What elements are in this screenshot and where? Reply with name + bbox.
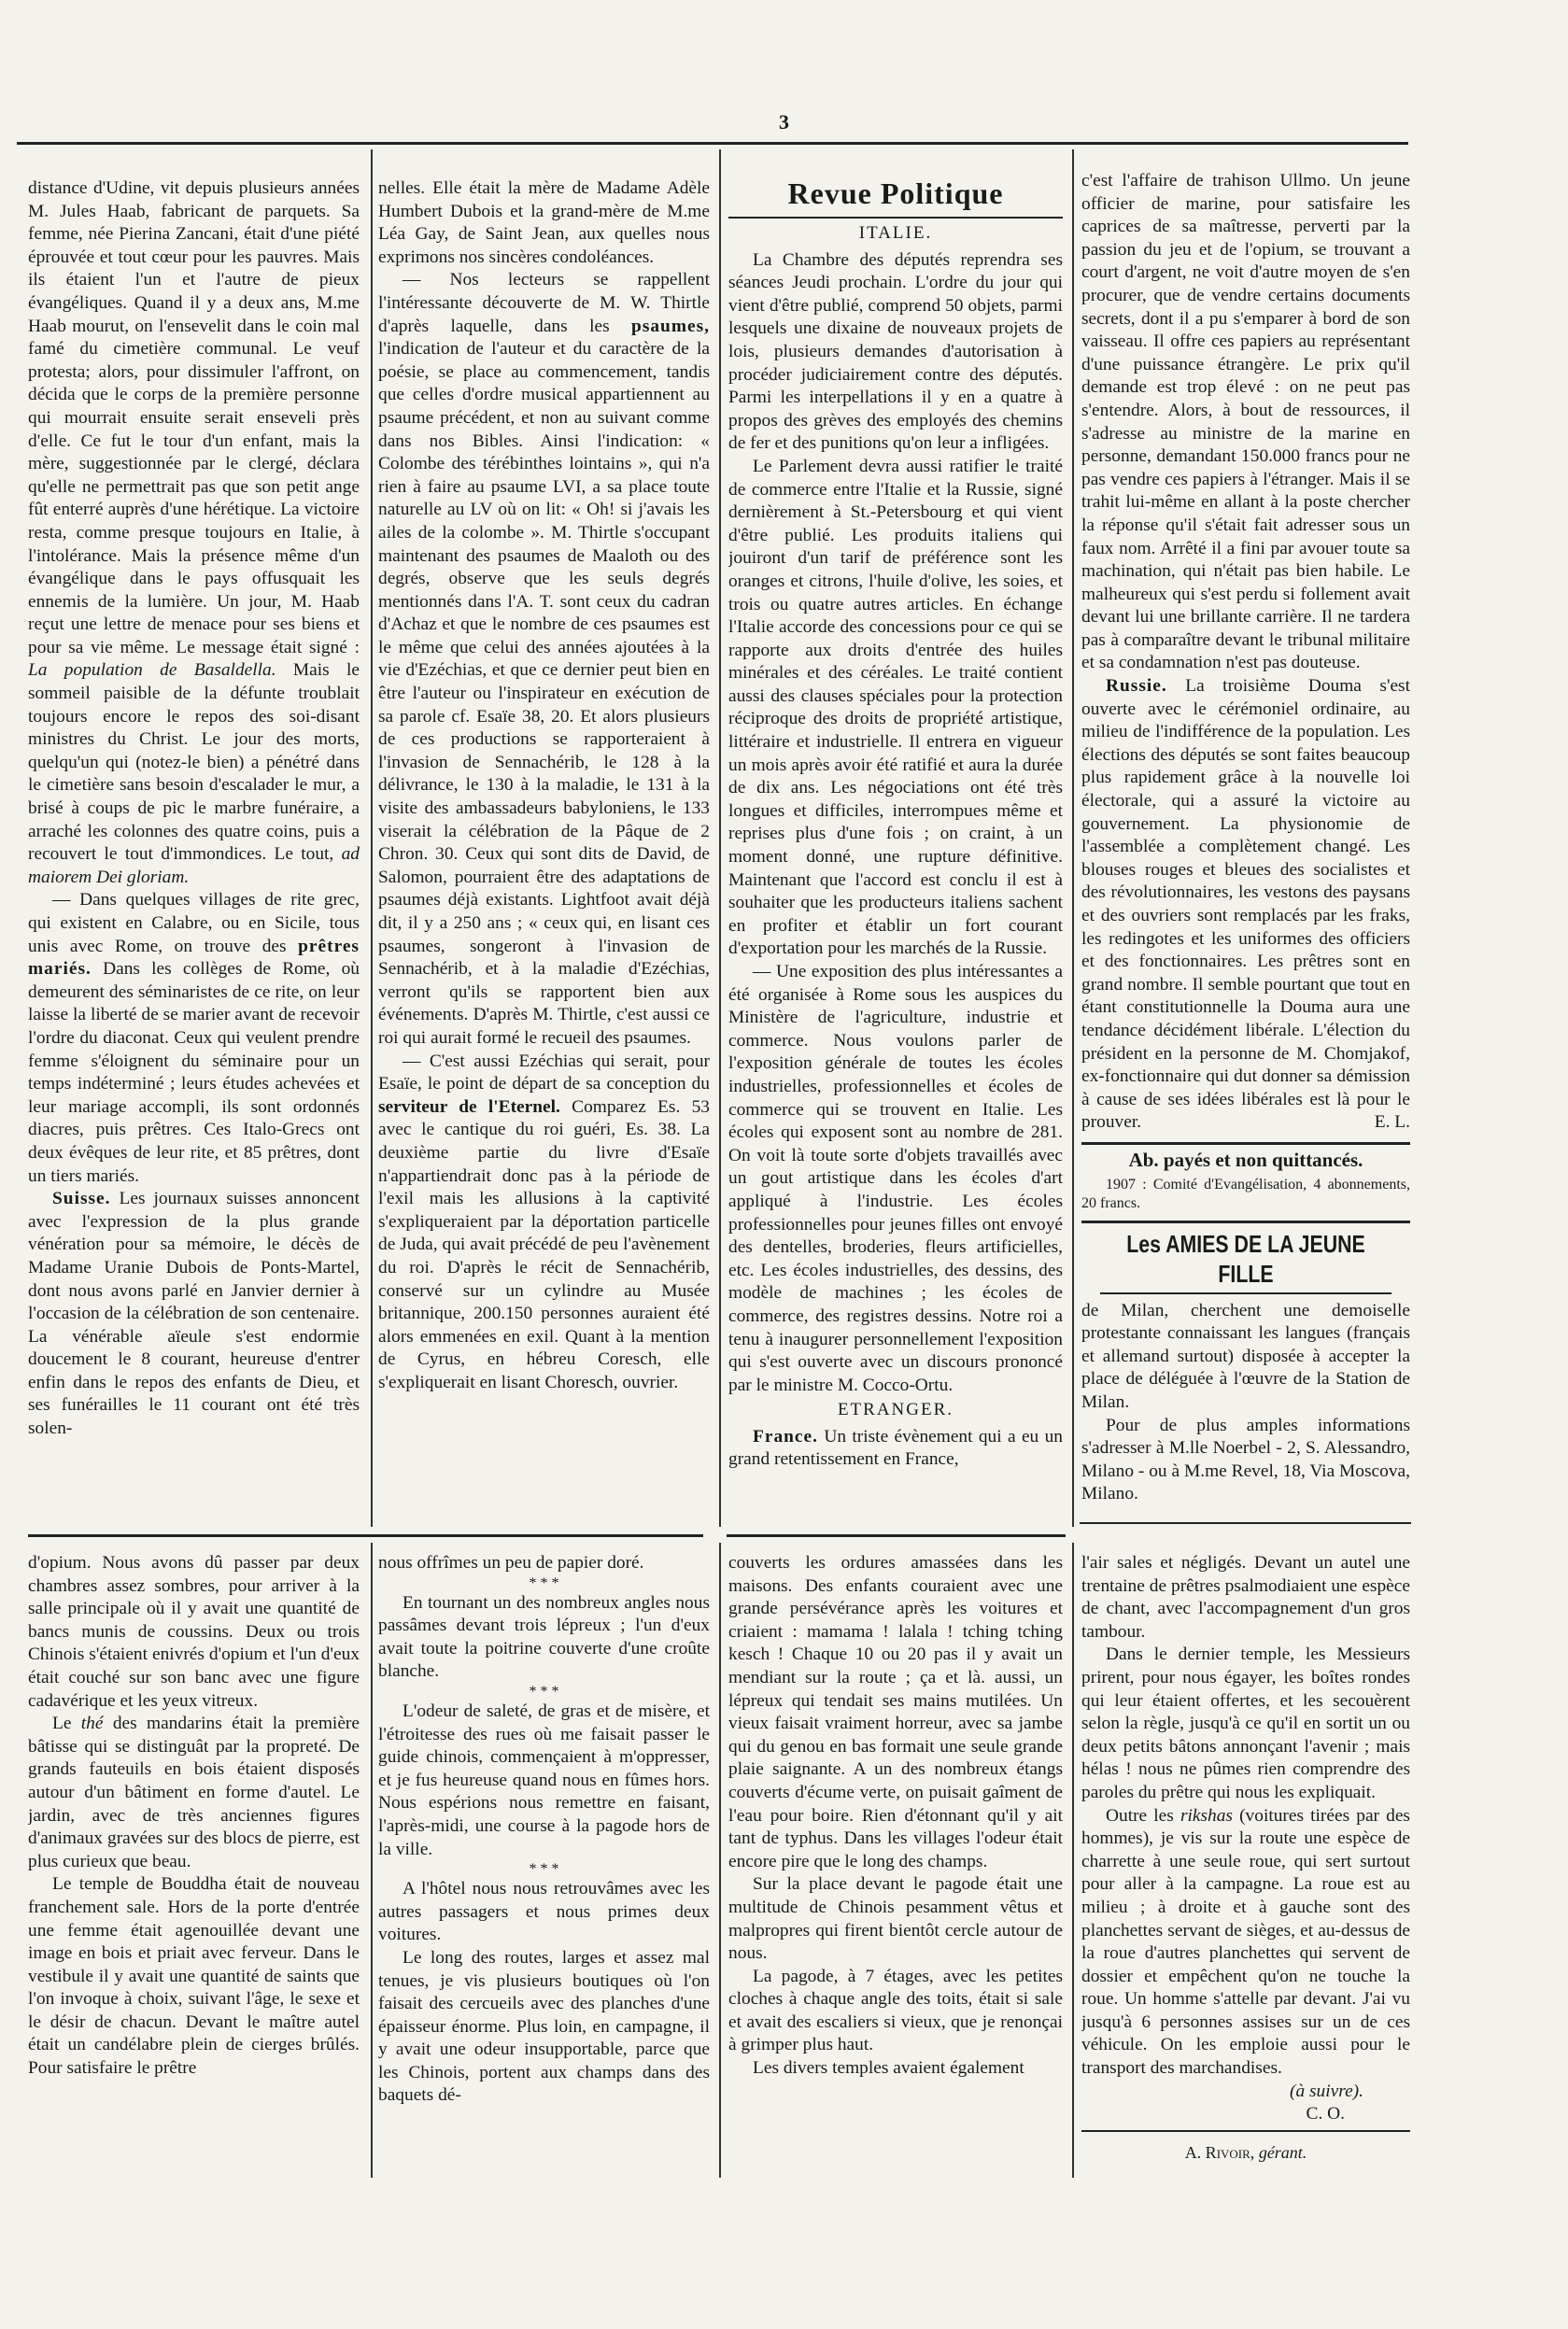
column-upper-3 <box>728 168 1063 1531</box>
paragraph: — Dans quelques villages de rite grec, qui existent en Calabre, ou en Sicile, tous unis avec Rome, on trouve des <box>28 890 360 956</box>
paragraph: La pagode, à 7 étages, avec les petites cloches à chaque angle des toits, était si sale et avait des escaliers si vieux, que je renonçai à grimper plus haut. <box>728 1966 1063 2055</box>
column-rule <box>371 149 373 1527</box>
column-rule <box>719 149 721 1527</box>
column-rule <box>1072 149 1074 1527</box>
header-rule <box>17 142 1408 145</box>
paragraph: A l'hôtel nous nous retrouvâmes avec les autres passagers et nous primes deux voitures. <box>378 1879 710 1945</box>
paragraph: Dans le dernier temple, les Messieurs prirent, pour nous égayer, les boîtes rondes qui leur étaient offertes, et les secouèrent selon la règle, jusqu'à ce qu'il en sortit un ou deux petits bâtons annonçant l'avenir ; mais hélas ! nous ne pûmes rien comprendre des paroles du prêtre qui nous les expliquait. <box>1081 1644 1410 1802</box>
paragraph: Sur la place devant le pagode était une multitude de Chinois pesamment vêtus et malpropres qui firent bientôt cercle autour de nous. <box>728 1874 1063 1964</box>
paragraph: couverts les ordures amassées dans les maisons. Des enfants couraient avec une grande persévérance après les voitures et criaient : mamama ! lalala ! tching tching kesch ! Chaque 10 ou 20 pas il y avait un mendiant sur la route ; ça et là. aussi, un lépreux qui tendait ses mains mutilées. Un vieux faisait vraiment horreur, avec sa jambe qui du genou en bas formait une seule grande plaie saignante. A un des nombreux étangs couverts d'écume verte, on puisait gaîment de l'eau pour boire. Rien d'étonnant qu'il y ait tant de typhus. Dans les villages l'odeur était encore pire que le long des champs. <box>728 1553 1063 1871</box>
paragraph: c'est l'affaire de trahison Ullmo. Un jeune officier de marine, pour satisfaire les caprices de sa maîtresse, perverti par la passion du jeu et de l'opium, se trouvant a court d'argent, ne voit d'autre moyen de s'en procurer, que de vendre certains documents secrets, dont il a pu s'emparer à bord de son vaisseau. Il offre ces papiers au représentant d'une puissance étrangère. Le prix qu'il demande est trop élevé : on ne peut pas s'entendre. Alors, à bout de ressources, il s'adresse au ministre de la marine en personne, demandant 150.000 francs pour ne pas vendre ces papiers à l'étranger. Mais il se trahit lui-même en allant à la poste chercher la réponse qu'il s'était fait adresser sous un faux nom. Arrêté il a fini par avouer toute sa machination, qui n'était pas bien habile. Le malheureux qui s'est perdu si follement avait devant lui une brillante carrière. Il ne tardera pas à comparaître devant le tribunal militaire et sa condamnation n'est pas douteuse. <box>1081 171 1410 673</box>
column-lower-1 <box>28 1552 360 2187</box>
box-text: 1907 : Comité d'Evangélisation, 4 abonnements, 20 francs. <box>1081 1176 1410 1211</box>
emphasis: serviteur de l'Eternel. <box>378 1096 560 1117</box>
notice-text: Pour de plus amples informations s'adresser à M.lle Noerbel - 2, S. Alessandro, Milano - ou à M.me Revel, 18, Via Moscova, Milano. <box>1081 1415 1410 1504</box>
paragraph: Les journaux suisses annoncent avec l'expression de la plus grande vénération pour sa mémoire, le décès de Madame Uranie Dubois de Ponts-Martel, dont nous avons parlé en Janvier dernier à l'occasion de la célébration de son centenaire. La vénérable aïeule s'est endormie doucement le 8 courant, heureuse d'entrer enfin dans le repos des enfants de Dieu, et ses funérailles le 11 courant ont été très solen- <box>28 1189 360 1439</box>
manager-title: gérant. <box>1258 2142 1307 2162</box>
paragraph: L'odeur de saleté, de gras et de misère, et l'étroitesse des rues où me faisait passer le guide chinois, commençaient à m'oppresser, et je fus heureuse quand nous en fûmes hors. Nous espérions nous remettre en faisant, l'après-midi, une course à la pagode hors de la ville. <box>378 1701 710 1859</box>
band-rule <box>28 1534 703 1537</box>
paragraph: nous offrîmes un peu de papier doré. <box>378 1553 644 1573</box>
paragraph: Outre les <box>1106 1805 1174 1826</box>
emphasis: prêtres mariés. <box>28 936 360 980</box>
title-rule <box>728 217 1063 219</box>
footer-rule <box>1081 2130 1410 2132</box>
notice-rule <box>1100 1292 1391 1294</box>
latin-phrase: ad maiorem Dei gloriam. <box>28 844 360 887</box>
paragraph: Les divers temples avaient également <box>753 2058 1024 2079</box>
paragraph: des mandarins était la première bâtisse qui se distinguât par la propreté. De grands fauteuils en bois étaient disposés autour d'un bâtiment en forme d'autel. Le jardin, avec de très anciennes figures d'animaux gravées sur des blocs de pierre, est plus curieux que beau. <box>28 1714 360 1871</box>
notice-text: de Milan, cherchent une demoiselle protestante connaissant les langues (français et allemand surtout) disposée à accepter la place de déléguée à l'œuvre de la Station de Milan. <box>1081 1300 1410 1412</box>
paragraph: l'air sales et négligés. Devant un autel une trentaine de prêtres psalmodiaient une espèce de chant, avec l'accompagnement d'un gros tambour. <box>1081 1553 1410 1642</box>
page-number: 3 <box>779 110 789 134</box>
paragraph: Le long des routes, larges et assez mal tenues, je vis plusieurs boutiques où l'on faisait des cercueils avec des planches d'une épaisseur énorme. Plus loin, en campagne, il y avait une odeur insupportable, parce que les Chinois, portent aux champs dans des baquets dé- <box>378 1947 710 2106</box>
paragraph: nelles. Elle était la mère de Madame Adèle Humbert Dubois et la grand-mère de M.me Léa Gay, de Saint Jean, aux quelles nous exprimons nos sincères condoléances. <box>378 178 710 267</box>
signature-text: La population de Basaldella. <box>28 660 276 681</box>
column-upper-1 <box>28 177 360 1531</box>
paragraph: Le temple de Bouddha était de nouveau franchement sale. Hors de la porte d'entrée une femme était agenouillée devant une image en bois et priait avec ferveur. Dans le vestibule il y avait une quantité de saints que l'on invoque à choix, suivant l'âge, le sexe et le désir de chacun. Devant le maître autel était un candélabre plein de cierges brûlés. Pour satisfaire le prêtre <box>28 1874 360 2079</box>
column-upper-2 <box>378 177 710 1531</box>
paragraph: l'indication de l'auteur et du caractère de la poésie, se place au commencement, tandis que celles d'ordre musical appartiennent au psaume précédent, et non au suivant comme dans nos Bibles. Ainsi l'indication: « Colombe des térébinthes lointains », qui n'a rien à faire au psaume LVI, a sa place toute naturelle au LV où on lit: « Oh! si j'avais les ailes de la colombe ». M. Thirtle s'occupant maintenant des psaumes de Maaloth ou des degrés, observe que les seuls degrés mentionnés dans l'A. T. sont ceux du cadran d'Achaz et que le nombre de ces psaumes est le même que celui des années ajoutées à la vie d'Ezéchias, et que ce dernier peut bien en être l'auteur ou l'inspirateur en exécution de sa parole cf. Esaïe 38, 20. Et alors plusieurs de ces productions se rapporteraient à l'invasion de Sennachérib, le 128 à la délivrance, le 130 à la maladie, le 131 à la visite des ambassadeurs babyloniens, le 133 viserait la célébration de la Pâque de 2 Chron. 30. Ceux qui sont dits de David, de Salomon, pourraient être des adaptations de psaumes déjà existants. Lightfoot avait déjà dit, il y a 250 ans ; « ceux qui, en lisant ces psaumes, songeront à l'invasion de Sennachérib, et à la maladie d'Ezéchias, verront qu'ils se rapportent bien aux événements. D'après M. Thirtle, c'est aussi ce roi qui aurait formé le recueil des psaumes. <box>378 339 710 1048</box>
column-upper-4 <box>1081 170 1410 1515</box>
emphasis: psaumes, <box>631 316 710 336</box>
asterism: * * * <box>529 1683 559 1700</box>
paragraph: Le Parlement devra aussi ratifier le traité de commerce entre l'Italie et la Russie, signé dernièrement à St.-Petersbourg et qui vient d'être publié. Les produits italiens qui jouiront d'un tarif de préférence sont les oranges et citrons, l'huile d'olive, les soies, et trois ou quatre autres articles. En échange l'Italie accorde des concessions pour ce qui se rapporte aux droits d'entrée des huiles minérales et des céréales. Le traité contient aussi des clauses spéciales pour la protection réciproque des droits de propriété artistique, littéraire et industrielle. Il entrera en vigueur un mois après avoir été ratifié et aura la durée de dix ans. Les négociations ont été très longues et difficiles, interrompues même et reprises plus d'une fois ; on craint, à un moment donné, une rupture définitive. Maintenant que l'accord est conclu il est à souhaiter que les producteurs italiens sachent en profiter et établir un fort courant d'exportation pour les marchés de la Russie. <box>728 456 1063 959</box>
paragraph: Mais le sommeil paisible de la défunte troublait toujours encore le repos des soi-disant ministres du Christ. Le jour des morts, quelqu'un qui (notez-le bien) a pénétré dans le cimetière sans besoin d'escalader le mur, a brisé à coups de pic le marbre funéraire, a arraché les colonnes des quatre coins, puis a recouvert le tout d'immondices. Le tout, <box>28 660 360 865</box>
box-title: Ab. payés et non quittancés. <box>1128 1148 1363 1171</box>
paragraph: Dans les collèges de Rome, où demeurent des séminaristes de ce rite, on leur laisse la liberté de se marier avant de recevoir l'ordre du diaconat. Ceux qui veulent prendre femme s'éloignent du séminaire pour un temps indéterminé ; leurs études achevées et leur mariage accompli, ils sont ordonnés diacres, puis prêtres. Ces Italo-Grecs ont deux évêques de leur rite, et 85 prêtres, dont un tiers mariés. <box>28 959 360 1186</box>
paragraph: Comparez Es. 53 avec le cantique du roi guéri, Es. 38. La deuxième partie du livre d'Esaïe n'appartiendrait donc pas à la période de l'exil mais les allusions à la captivité s'expliqueraient par la déportation particelle de Juda, qui avait précédé de peu l'avènement du roi. D'après le récit de Sennachérib, conservé sur un cylindre au Musée britannique, 200.150 personnes auraient été alors emmenées en exil. Quant à la mention de Cyrus, en hébreu Coresch, elle s'expliquerait en lisant Choresch, ouvrier. <box>378 1096 710 1392</box>
to-be-continued: (à suivre). <box>1290 2081 1363 2101</box>
band-rule <box>1080 1522 1411 1524</box>
paragraph: — C'est aussi Ezéchias qui serait, pour Esaïe, le point de départ de sa conception du <box>378 1051 710 1094</box>
paragraph: distance d'Udine, vit depuis plusieurs années M. Jules Haab, fabricant de parquets. Sa femme, née Pierina Zancani, était d'une piété éprouvée et tout cœur pour les pauvres. Mais ils étaient l'un et l'autre de pieux évangéliques. Quand il y a deux ans, M.me Haab mourut, on l'ensevelit dans le coin mal famé du cimetière communal. Le veuf protesta; alors, pour dissimuler l'affront, on décida que le corps de la première personne qui mourrait ensuite serait enseveli près d'elle. Ce fut le tour d'un enfant, mais la mère, suggestionnée par le clergé, déclara qu'elle ne permettrait pas que son petit ange fût enterré auprès d'une hérétique. La victoire resta, comme presque toujours en Italie, à l'intolérance. Mais la présence même d'un évangélique dans le pays offusquait les ennemis de la lumière. Un jour, M. Haab reçut une lettre de menace pour ses biens et pour sa vie même. Le message était signé : <box>28 178 360 657</box>
paragraph: (voitures tirées par des hommes), je vis sur la route une espèce de charrette à une seule roue, qui sert surtout pour aller à la campagne. La roue est au milieu ; à droite et à gauche sont des planchettes servant de sièges, et au-dessus de la roue d'autres planchettes qui servent de dossier et empêchent qu'on ne touche la roue. Un homme s'attelle par devant. J'ai vu jusqu'à 6 personnes assises sur un de ces véhicule. On les emploie aussi pour le transport des marchandises. <box>1081 1805 1410 2079</box>
column-rule <box>719 1543 721 2178</box>
manager-name: A. Rivoir, <box>1184 2142 1255 2162</box>
column-rule <box>371 1543 373 2178</box>
emphasis: thé <box>80 1714 104 1734</box>
paragraph: — Une exposition des plus intéressantes a été organisée à Rome sous les auspices du Ministère de l'agriculture, industrie et commerce. Nous voulons parler de l'exposition générale de toutes les écoles industrielles, professionnelles et écoles de commerce qui se trouvent en Italie. Les écoles qui exposent sont au nombre de 281. On voit là toute sorte d'objets travaillés avec un gout artistique dans les écoles d'art appliqué à l'industrie. Les écoles professionnelles pour jeunes filles ont envoyé des dentelles, broderies, fleurs artificielles, etc. Les écoles industrielles, des dessins, des modèle de machines ; les écoles de commerce, des registres dessins. Notre roi a tenu à inaugurer personnellement l'exposition qui s'est ouverte avec un discours prononcé par le ministre M. Cocco-Ortu. <box>728 962 1063 1395</box>
section-label-france: France. <box>753 1426 818 1447</box>
asterism: * * * <box>529 1861 559 1878</box>
column-lower-3 <box>728 1552 1063 2187</box>
asterism: * * * <box>529 1574 559 1591</box>
band-rule <box>727 1534 1066 1537</box>
paragraph: d'opium. Nous avons dû passer par deux chambres assez sombres, pour arriver à la salle principale où il y avait une quantité de bancs munis de coussins. Deux ou trois Chinois s'étaient enivrés d'opium et l'un d'eux était couché sur son banc avec une figure cadavérique et les yeux vitreux. <box>28 1553 360 1711</box>
section-title: Revue Politique <box>787 176 1004 210</box>
signature: E. L. <box>1374 1112 1410 1133</box>
box-rule <box>1081 1142 1410 1145</box>
column-lower-4 <box>1081 1552 1410 2187</box>
column-rule <box>1072 1543 1074 2178</box>
notice-title: Les AMIES DE LA JEUNE FILLE <box>1126 1229 1365 1288</box>
paragraph: En tournant un des nombreux angles nous passâmes devant trois lépreux ; l'un d'eux avait toute la poitrine couverte d'une croûte blanche. <box>378 1592 710 1682</box>
subhead-etranger: ETRANGER. <box>837 1400 954 1420</box>
paragraph: Le <box>52 1714 72 1734</box>
imprint <box>1081 2141 1410 2165</box>
emphasis: rikshas <box>1180 1805 1233 1826</box>
section-label-suisse: Suisse. <box>52 1189 111 1209</box>
column-lower-2 <box>378 1552 710 2187</box>
paragraph: La troisième Douma s'est ouverte avec le cérémoniel ordinaire, au milieu de l'indifférence de la population. Les élections des députés se sont faites beaucoup plus rapidement grâce à la nouvelle loi électorale, qui a assuré la victoire au gouvernement. La physionomie de l'assemblée a complètement changé. Les blouses rouges et bleues des socialistes et des révolutionnaires, les vestons des paysans et des ouvriers sont remplacés par les fraks, les redingotes et les uniformes des officiers et des fonctionnaires. Les prêtres sont en grand nombre. Il semble pourtant que tout en étant constitutionnelle la Douma aura une tendance décidément libérale. L'élection du président en la personne de M. Chomjakof, ex-fonctionnaire qui dut donner sa démission à cause de ses idées libérales est là pour le prouver. <box>1081 676 1410 1133</box>
paragraph: — Nos lecteurs se rappellent l'intéressante découverte de M. W. Thirtle d'après laquelle, dans les <box>378 270 710 336</box>
author-initials: C. O. <box>1306 2104 1345 2124</box>
paragraph: Un triste évènement qui a eu un grand retentissement en France, <box>728 1426 1063 1470</box>
box-rule <box>1081 1221 1410 1223</box>
section-label-russie: Russie. <box>1106 676 1167 697</box>
paragraph: La Chambre des députés reprendra ses séances Jeudi prochain. L'ordre du jour qui vient d'être publié, comprend 50 objets, parmi lesquels une dixaine de nouveaux projets de lois, plusieurs demandes d'autorisation à procéder judiciairement contre des députés. Parmi les interpellations il y en a quatre à propos des grèves des employés des chemins de fer et des punitions qu'on leur a infligées. <box>728 249 1063 454</box>
subhead-italie: ITALIE. <box>858 223 933 243</box>
